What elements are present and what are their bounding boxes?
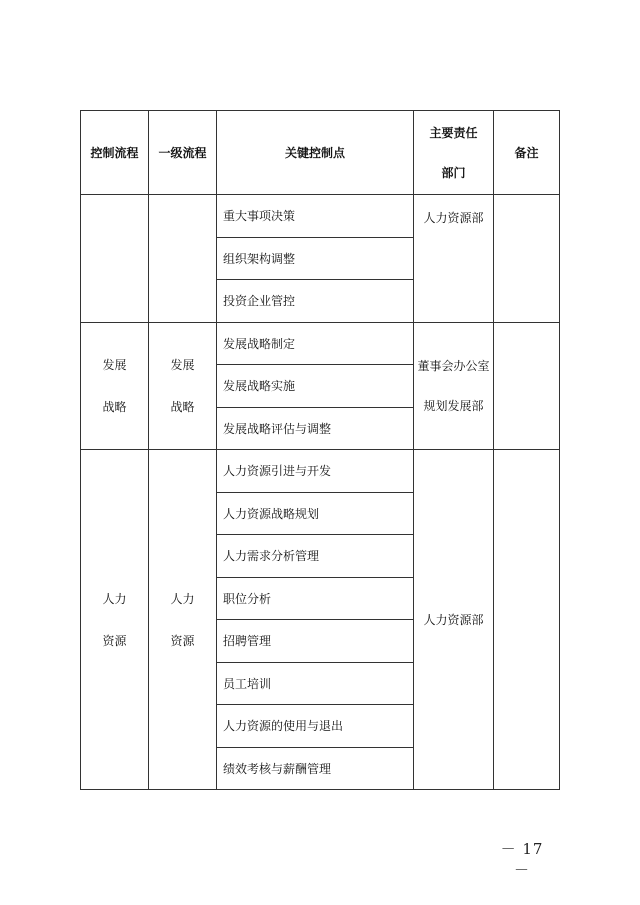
group0-control-process xyxy=(81,195,149,323)
group0-level1-process xyxy=(149,195,217,323)
group2-level1-process xyxy=(149,450,217,790)
control-point: 发展战略制定 xyxy=(217,322,414,365)
group1-control-process xyxy=(81,322,149,450)
control-point: 人力资源引进与开发 xyxy=(217,450,414,493)
control-point: 职位分析 xyxy=(217,577,414,620)
table-row xyxy=(81,450,560,493)
group1-department-line1: 董事会办公室 xyxy=(417,358,490,373)
table-row xyxy=(81,195,560,238)
group1-level1-process xyxy=(149,322,217,450)
group1-department-line2: 规划发展部 xyxy=(423,398,484,413)
control-process-table xyxy=(80,110,560,790)
group2-level1-process-line2: 资源 xyxy=(170,633,195,648)
group1-department xyxy=(414,322,494,450)
header-dept-line1: 主要责任 xyxy=(429,125,478,140)
group1-remarks xyxy=(494,322,560,450)
header-responsible-dept xyxy=(414,111,494,195)
group2-level1-process-line1: 人力 xyxy=(170,591,195,606)
group2-remarks xyxy=(494,450,560,790)
control-point: 投资企业管控 xyxy=(217,280,414,323)
table-row xyxy=(81,322,560,365)
control-point: 绩效考核与薪酬管理 xyxy=(217,747,414,790)
group1-level1-process-line2: 战略 xyxy=(170,399,195,414)
header-remarks: 备注 xyxy=(494,111,560,195)
header-control-process: 控制流程 xyxy=(81,111,149,195)
control-point: 人力需求分析管理 xyxy=(217,535,414,578)
group2-department: 人力资源部 xyxy=(414,450,494,790)
control-point: 组织架构调整 xyxy=(217,237,414,280)
group1-control-process-line2: 战略 xyxy=(102,399,127,414)
control-point: 人力资源战略规划 xyxy=(217,492,414,535)
control-point: 重大事项决策 xyxy=(217,195,414,238)
group1-level1-process-line1: 发展 xyxy=(170,357,195,372)
control-point: 发展战略实施 xyxy=(217,365,414,408)
header-dept-line2: 部门 xyxy=(441,165,466,180)
header-level1-process: 一级流程 xyxy=(149,111,217,195)
group2-control-process-line1: 人力 xyxy=(102,591,127,606)
control-point: 发展战略评估与调整 xyxy=(217,407,414,450)
group1-control-process-line1: 发展 xyxy=(102,357,127,372)
header-key-control-points: 关键控制点 xyxy=(217,111,414,195)
control-point: 员工培训 xyxy=(217,662,414,705)
control-point: 人力资源的使用与退出 xyxy=(217,705,414,748)
table-header-row xyxy=(81,111,560,195)
group2-control-process xyxy=(81,450,149,790)
group0-department: 人力资源部 xyxy=(414,195,494,323)
group0-remarks xyxy=(494,195,560,323)
control-point: 招聘管理 xyxy=(217,620,414,663)
group2-control-process-line2: 资源 xyxy=(102,633,127,648)
page-number: － 17 － xyxy=(500,840,544,879)
